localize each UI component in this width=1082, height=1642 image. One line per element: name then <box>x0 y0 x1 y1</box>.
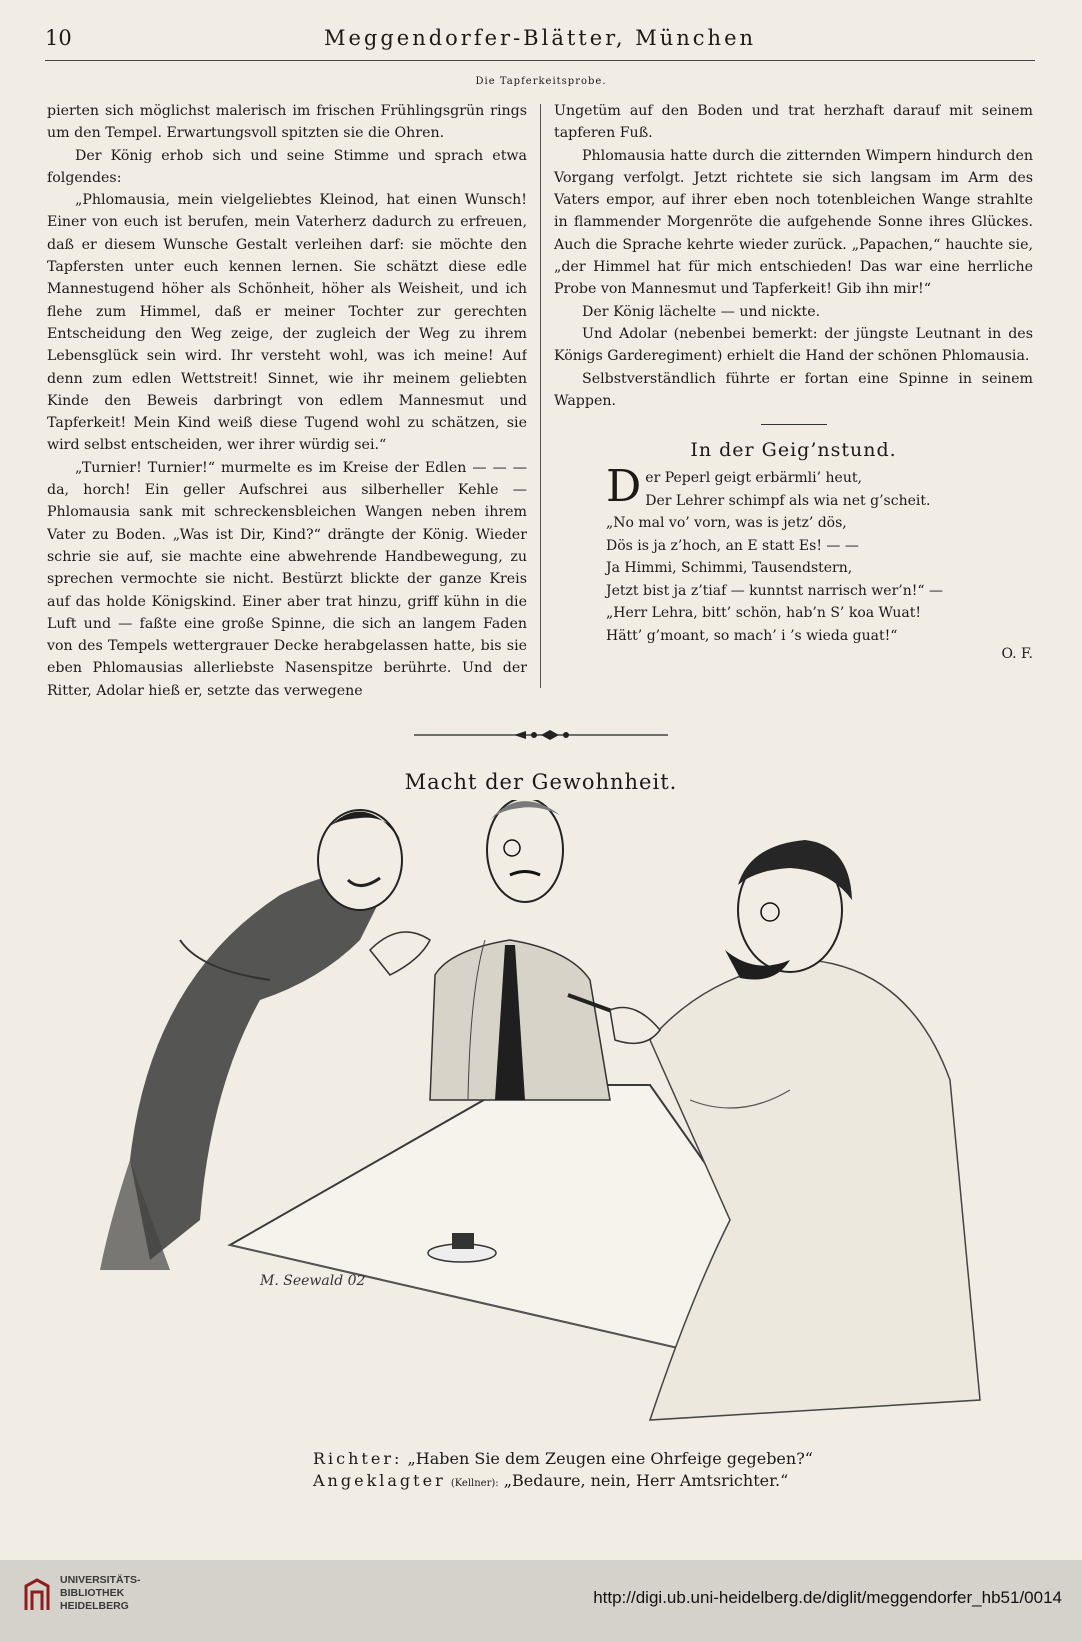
poem-line: Ja Himmi, Schimmi, Tausendstern, <box>606 560 853 577</box>
ornament-divider <box>414 729 668 741</box>
poem-title: In der Geig’nstund. <box>690 439 897 462</box>
source-url-link[interactable]: http://digi.ub.uni-heidelberg.de/diglit/meggendorfer_hb51/0014 <box>593 1588 1062 1607</box>
poem-line: Jetzt bist ja z’tiaf — kunntst narrisch wer’n!“ — <box>606 582 943 599</box>
paragraph: Der König lächelte — und nickte. <box>582 303 821 320</box>
paragraph: Der König erhob sich und seine Stimme und sprach etwa folgendes: <box>47 147 527 186</box>
cartoon-caption <box>313 1448 813 1495</box>
poem-author: O. F. <box>1001 646 1033 663</box>
page-number: 10 <box>45 26 72 50</box>
logo-line: HEIDELBERG <box>60 1600 129 1612</box>
paragraph: „Phlomausia, mein vielgeliebtes Kleinod, hat einen Wunsch! Einer von euch ist berufen, mein Vaterherz dadurch zu erfreuen, daß er diesem Wunsche Gestalt verleihen darf: sie möchte den Tapfersten unter euch kennen lernen. Sie schätzt diese edle Mannestugend höher als Schönheit, höher als Weisheit, und ich flehe zum Himmel, daß er meiner Tochter zur gerechten Entscheidung den Weg zeige, der zugleich der Weg zu ihrem Lebensglück sein wird. Ihr versteht wohl, was ich meine! Auf denn zum edlen Wettstreit! Sinnet, wie ihr meinem geliebten Kinde den Beweis darbringt von edlem Mannesmut und Tapferkeit! Mein Kind weiß diese Tugend wohl zu schätzen, sie wird selbst entscheiden, wer ihrer würdig sei.“ <box>47 192 527 454</box>
paragraph: pierten sich möglichst malerisch im frischen Frühlingsgrün rings um den Tempel. Erwartungsvoll spitzten sie die Ohren. <box>47 103 527 142</box>
poem-line: er Peperl geigt erbärmli’ heut, <box>645 470 862 487</box>
poem-dropcap: D <box>606 461 642 513</box>
poem <box>554 461 1033 666</box>
left-text-column <box>47 100 527 698</box>
caption-line <box>313 1448 813 1470</box>
right-text-column <box>554 100 1033 666</box>
column-divider <box>540 104 541 688</box>
section-label: Die Tapferkeitsprobe. <box>475 76 607 87</box>
cartoon-title: Macht der Gewohnheit. <box>404 770 678 794</box>
caption-speaker: Angeklagter <box>313 1471 446 1490</box>
header-rule <box>45 60 1035 61</box>
logo-line: BIBLIOTHEK <box>60 1587 125 1599</box>
footer-bar <box>0 1560 1082 1642</box>
poem-line: Dös is ja z’hoch, an E statt Es! — — <box>606 537 859 554</box>
caption-text: „Haben Sie dem Zeugen eine Ohrfeige gegeben?“ <box>407 1449 813 1468</box>
caption-line <box>313 1470 813 1495</box>
waiter-figure <box>430 800 610 1100</box>
paragraph: Selbstverständlich führte er fortan eine Spinne in seinem Wappen. <box>554 370 1033 409</box>
running-title: Meggendorfer-Blätter, München <box>323 26 757 50</box>
poem-line: Der Lehrer schimpf als wia net g’scheit. <box>645 492 931 509</box>
poem-line: „Herr Lehra, bitt’ schön, hab’n S’ koa Wuat! <box>606 605 921 622</box>
logo-line: UNIVERSITÄTS- <box>60 1574 141 1586</box>
poem-line: Hätt’ g’moant, so mach’ i ’s wieda guat!“ <box>606 627 898 644</box>
paragraph: „Turnier! Turnier!“ murmelte es im Kreise der Edlen — — — da, horch! Ein geller Aufschrei aus silberheller Kehle — Phlomausia sank mit schreckensbleichen Wangen neben ihrem Vater zu Boden. „Was ist Dir, Kind?“ drängte der König. Wieder schrie sie auf, sie machte eine abwehrende Handbewegung, zu sprechen vermochte sie nicht. Bestürzt blickte der ganze Kreis auf das holde Königskind. Einer aber trat hinzu, griff kühn in die Luft und — faßte eine große Spinne, die sich an langem Faden von des Tempels wettergrauer Decke herabgelassen hatte, bis sie eben Phlomausias allerliebste Nasenspitze berührte. Und der Ritter, Adolar hieß er, setzte das verwegene <box>47 459 527 698</box>
caption-note: (Kellner): <box>450 1478 499 1489</box>
cartoon-illustration <box>90 800 990 1440</box>
poem-line: „No mal vo’ vorn, was is jetz’ dös, <box>606 515 847 532</box>
library-logo-text <box>60 1574 141 1613</box>
paragraph: Ungetüm auf den Boden und trat herzhaft darauf mit seinem tapferen Fuß. <box>554 103 1033 142</box>
paragraph: Und Adolar (nebenbei bemerkt: der jüngste Leutnant in des Königs Garderegiment) erhielt die Hand der schönen Phlomausia. <box>554 325 1033 365</box>
page-header <box>45 22 1035 56</box>
caption-speaker: Richter: <box>313 1449 403 1468</box>
section-rule <box>761 424 827 425</box>
paragraph: Phlomausia hatte durch die zitternden Wimpern hindurch den Vorgang verfolgt. Jetzt richtete sie sich langsam im Arm des Vaters empor, auf ihrer eben noch totenbleichen Wange strahlte in flammender Morgenröte die aufgehende Sonne ihres Glückes. Auch die Sprache kehrte wieder zurück. „Papachen,“ hauchte sie, „der Himmel hat für mich entschieden! Das war eine herrliche Probe von Mannesmut und Tapferkeit! Gib ihn mir!“ <box>554 147 1033 298</box>
artist-signature: M. Seewald 02 <box>260 1273 366 1289</box>
library-logo-icon <box>22 1578 52 1614</box>
caption-text: „Bedaure, nein, Herr Amtsrichter.“ <box>503 1471 789 1490</box>
